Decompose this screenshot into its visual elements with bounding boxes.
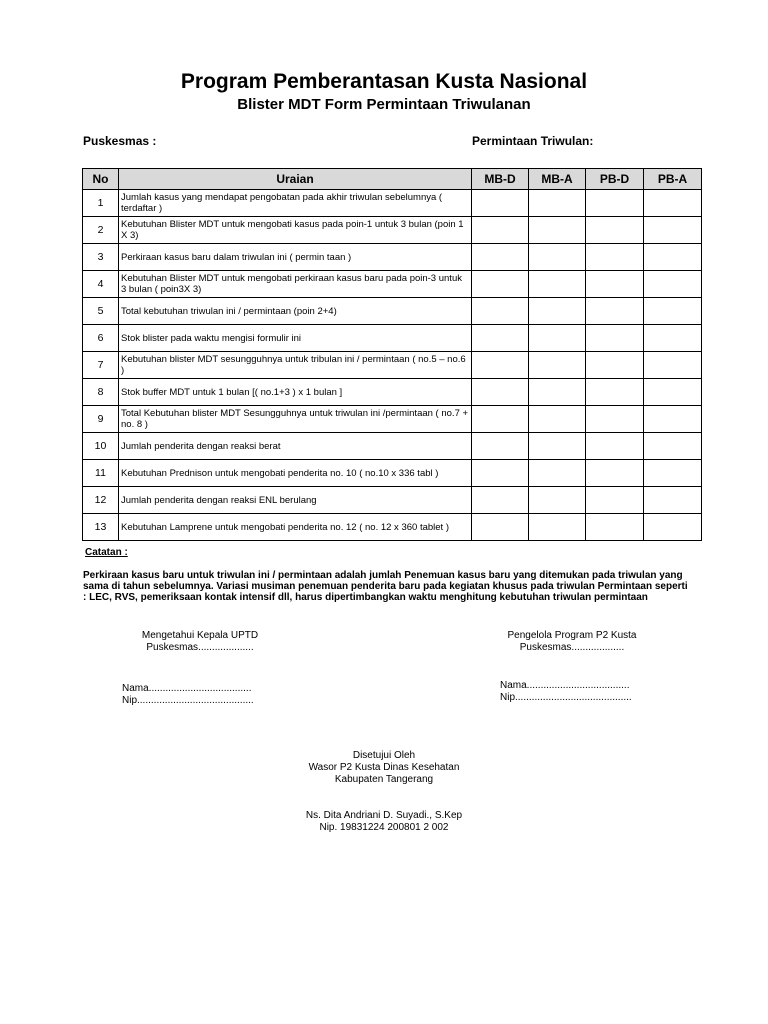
- approval-label: Disetujui Oleh: [352, 750, 416, 761]
- cell-mb-a[interactable]: [529, 514, 586, 541]
- cell-pb-d[interactable]: [586, 514, 644, 541]
- table-row: [83, 514, 702, 541]
- cell-pb-d[interactable]: [586, 217, 644, 244]
- cell-pb-a[interactable]: [644, 217, 702, 244]
- row-description: Stok blister pada waktu mengisi formulir ini: [119, 325, 472, 352]
- signature-right-fields: [500, 680, 632, 704]
- table-row: [83, 406, 702, 433]
- cell-mb-a[interactable]: [529, 244, 586, 271]
- row-description: Kebutuhan Lamprene untuk mengobati penderita no. 12 ( no. 12 x 360 tablet ): [119, 514, 472, 541]
- row-number: 12: [83, 487, 119, 514]
- cell-mb-d[interactable]: [472, 460, 529, 487]
- cell-pb-a[interactable]: [644, 244, 702, 271]
- table-row: [83, 298, 702, 325]
- row-description: Jumlah penderita dengan reaksi ENL berulang: [119, 487, 472, 514]
- row-number: 9: [83, 406, 119, 433]
- cell-pb-d[interactable]: [586, 406, 644, 433]
- approver-name: Ns. Dita Andriani D. Suyadi., S.Kep: [305, 810, 463, 821]
- cell-mb-d[interactable]: [472, 433, 529, 460]
- cell-mb-d[interactable]: [472, 244, 529, 271]
- cell-pb-d[interactable]: [586, 325, 644, 352]
- cell-mb-a[interactable]: [529, 460, 586, 487]
- signature-right-nama: Nama.....................................: [500, 680, 630, 691]
- row-number: 1: [83, 190, 119, 217]
- signature-right-nip: Nip..........................................: [500, 692, 632, 703]
- table-row: [83, 271, 702, 298]
- approval-office: Wasor P2 Kusta Dinas Kesehatan: [308, 762, 460, 773]
- cell-mb-d[interactable]: [472, 217, 529, 244]
- row-description: Jumlah penderita dengan reaksi berat: [119, 433, 472, 460]
- cell-mb-d[interactable]: [472, 379, 529, 406]
- cell-pb-a[interactable]: [644, 325, 702, 352]
- cell-pb-d[interactable]: [586, 244, 644, 271]
- row-number: 8: [83, 379, 119, 406]
- cell-pb-a[interactable]: [644, 271, 702, 298]
- signature-left-nip: Nip..........................................: [122, 695, 254, 706]
- cell-pb-a[interactable]: [644, 190, 702, 217]
- cell-pb-d[interactable]: [586, 271, 644, 298]
- signature-left-title: Mengetahui Kepala UPTD: [141, 630, 259, 641]
- cell-mb-d[interactable]: [472, 514, 529, 541]
- approval-region: Kabupaten Tangerang: [334, 774, 434, 785]
- cell-pb-d[interactable]: [586, 487, 644, 514]
- cell-pb-a[interactable]: [644, 298, 702, 325]
- signature-center-name: [234, 810, 534, 834]
- cell-mb-a[interactable]: [529, 433, 586, 460]
- cell-pb-a[interactable]: [644, 406, 702, 433]
- row-description: Jumlah kasus yang mendapat pengobatan pada akhir triwulan sebelumnya ( terdaftar ): [119, 190, 472, 217]
- signature-left-puskesmas: Puskesmas....................: [146, 642, 254, 653]
- cell-mb-a[interactable]: [529, 298, 586, 325]
- signature-right-title: Pengelola Program P2 Kusta: [507, 630, 637, 641]
- cell-mb-a[interactable]: [529, 352, 586, 379]
- cell-mb-d[interactable]: [472, 190, 529, 217]
- signature-left-fields: [122, 683, 254, 707]
- cell-pb-a[interactable]: [644, 514, 702, 541]
- cell-pb-d[interactable]: [586, 433, 644, 460]
- row-description: Kebutuhan Prednison untuk mengobati penderita no. 10 ( no.10 x 336 tabl ): [119, 460, 472, 487]
- cell-pb-a[interactable]: [644, 433, 702, 460]
- table-row: [83, 352, 702, 379]
- puskesmas-label: Puskesmas :: [83, 134, 157, 148]
- row-number: 7: [83, 352, 119, 379]
- cell-pb-a[interactable]: [644, 352, 702, 379]
- cell-pb-a[interactable]: [644, 379, 702, 406]
- row-description: Total Kebutuhan blister MDT Sesungguhnya untuk triwulan ini /permintaan ( no.7 + no. 8 ): [119, 406, 472, 433]
- table-row: [83, 244, 702, 271]
- row-description: Kebutuhan Blister MDT untuk mengobati kasus pada poin-1 untuk 3 bulan (poin 1 X 3): [119, 217, 472, 244]
- row-description: Kebutuhan blister MDT sesungguhnya untuk tribulan ini / permintaan ( no.5 – no.6 ): [119, 352, 472, 379]
- table-row: [83, 487, 702, 514]
- cell-mb-d[interactable]: [472, 271, 529, 298]
- cell-mb-d[interactable]: [472, 487, 529, 514]
- table-row: [83, 217, 702, 244]
- row-number: 5: [83, 298, 119, 325]
- cell-mb-d[interactable]: [472, 298, 529, 325]
- cell-mb-d[interactable]: [472, 325, 529, 352]
- notes-text: Perkiraan kasus baru untuk triwulan ini / permintaan adalah jumlah Penemuan kasus baru yang ditemukan pada triwulan yang sama di tahun sebelumnya. Variasi musiman penemuan penderita baru pada kegiatan khusus pada triwulan Permintaan seperti : LEC, RVS, pemeriksaan kontak intensif dll, harus dipertimbangkan waktu menghitung kebutuhan triwulan permintaan: [83, 570, 688, 603]
- table-row: [83, 325, 702, 352]
- row-description: Total kebutuhan triwulan ini / permintaan (poin 2+4): [119, 298, 472, 325]
- document-subtitle: Blister MDT Form Permintaan Triwulanan: [237, 96, 531, 113]
- header-mb-d: MB-D: [472, 169, 529, 190]
- table-header-row: [83, 169, 702, 190]
- signature-right-puskesmas: Puskesmas...................: [519, 642, 625, 653]
- approver-nip: Nip. 19831224 200801 2 002: [319, 822, 449, 833]
- cell-pb-d[interactable]: [586, 460, 644, 487]
- cell-mb-a[interactable]: [529, 217, 586, 244]
- row-number: 13: [83, 514, 119, 541]
- header-uraian: Uraian: [119, 169, 472, 190]
- row-description: Stok buffer MDT untuk 1 bulan [( no.1+3 ) x 1 bulan ]: [119, 379, 472, 406]
- header-pb-d: PB-D: [586, 169, 644, 190]
- signature-left-nama: Nama.....................................: [122, 683, 252, 694]
- request-table: [82, 168, 702, 541]
- row-number: 6: [83, 325, 119, 352]
- cell-mb-a[interactable]: [529, 406, 586, 433]
- signature-left: [110, 630, 290, 654]
- cell-mb-d[interactable]: [472, 406, 529, 433]
- cell-pb-a[interactable]: [644, 487, 702, 514]
- permintaan-triwulan-label: Permintaan Triwulan:: [472, 134, 594, 148]
- header-pb-a: PB-A: [644, 169, 702, 190]
- cell-mb-a[interactable]: [529, 190, 586, 217]
- table-row: [83, 379, 702, 406]
- table-body: [83, 190, 702, 541]
- table-row: [83, 190, 702, 217]
- row-number: 4: [83, 271, 119, 298]
- cell-mb-d[interactable]: [472, 352, 529, 379]
- table-row: [83, 433, 702, 460]
- row-number: 11: [83, 460, 119, 487]
- cell-pb-d[interactable]: [586, 190, 644, 217]
- cell-mb-a[interactable]: [529, 271, 586, 298]
- row-number: 3: [83, 244, 119, 271]
- header-no: No: [83, 169, 119, 190]
- row-number: 2: [83, 217, 119, 244]
- signature-right: [482, 630, 662, 654]
- row-number: 10: [83, 433, 119, 460]
- cell-mb-a[interactable]: [529, 487, 586, 514]
- header-mb-a: MB-A: [529, 169, 586, 190]
- document-title: Program Pemberantasan Kusta Nasional: [180, 70, 588, 93]
- cell-pb-d[interactable]: [586, 352, 644, 379]
- notes-label: Catatan :: [85, 547, 128, 558]
- table-row: [83, 460, 702, 487]
- cell-mb-a[interactable]: [529, 379, 586, 406]
- signature-center: [234, 750, 534, 786]
- cell-pb-d[interactable]: [586, 379, 644, 406]
- row-description: Perkiraan kasus baru dalam triwulan ini ( permin taan ): [119, 244, 472, 271]
- cell-pb-d[interactable]: [586, 298, 644, 325]
- cell-mb-a[interactable]: [529, 325, 586, 352]
- row-description: Kebutuhan Blister MDT untuk mengobati perkiraan kasus baru pada poin-3 untuk 3 bulan ( poin3X 3): [119, 271, 472, 298]
- cell-pb-a[interactable]: [644, 460, 702, 487]
